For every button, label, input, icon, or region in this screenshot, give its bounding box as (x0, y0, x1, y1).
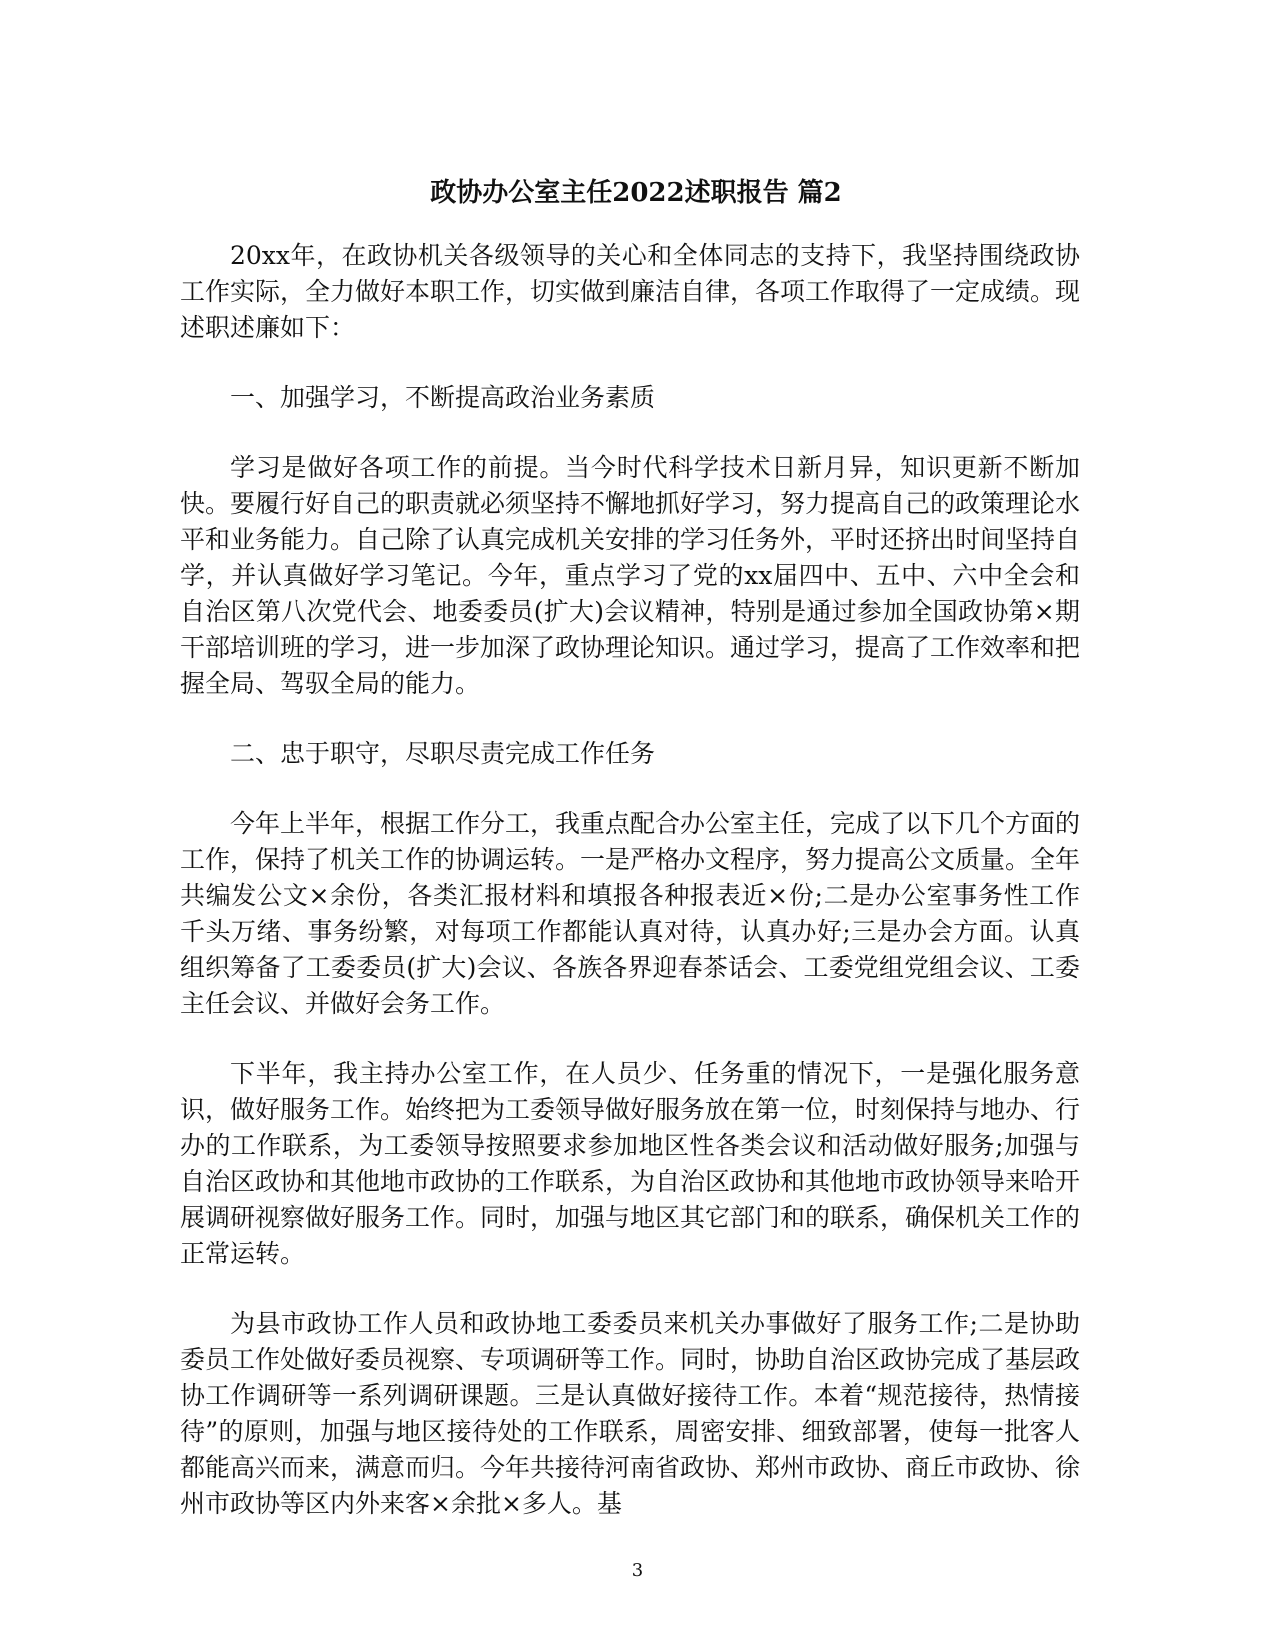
paragraph-study: 学习是做好各项工作的前提。当今时代科学技术日新月异，知识更新不断加快。要履行好自己的职责就必须坚持不懈地抓好学习，努力提高自己的政策理论水平和业务能力。自己除了认真完成机关安排的学习任务外，平时还挤出时间坚持自学，并认真做好学习笔记。今年，重点学习了党的xx届四中、五中、六中全会和自治区第八次党代会、地委委员(扩大)会议精神，特别是通过参加全国政协第×期干部培训班的学习，进一步加深了政协理论知识。通过学习，提高了工作效率和把握全局、驾驭全局的能力。 (180, 453, 1081, 698)
paragraph-service: 为县市政协工作人员和政协地工委委员来机关办事做好了服务工作;二是协助委员工作处做好委员视察、专项调研等工作。同时，协助自治区政协完成了基层政协工作调研等一系列调研课题。三是认真做好接待工作。本着“规范接待，热情接待”的原则，加强与地区接待处的工作联系，周密安排、细致部署，使每一批客人都能高兴而来，满意而归。今年共接待河南省政协、郑州市政协、商丘市政协、徐州市政协等区内外来客×余批×多人。基 (180, 1309, 1081, 1518)
section-heading-1: 一、加强学习，不断提高政治业务素质 (230, 383, 656, 412)
page-number: 3 (631, 1560, 644, 1581)
section-heading-2: 二、忠于职守，尽职尽责完成工作任务 (230, 739, 656, 768)
document-body (180, 238, 1080, 1556)
paragraph-intro: 20xx年，在政协机关各级领导的关心和全体同志的支持下，我坚持围绕政协工作实际，全力做好本职工作，切实做到廉洁自律，各项工作取得了一定成绩。现述职述廉如下： (180, 241, 1081, 342)
paragraph-second-half: 下半年，我主持办公室工作，在人员少、任务重的情况下，一是强化服务意识，做好服务工作。始终把为工委领导做好服务放在第一位，时刻保持与地办、行办的工作联系，为工委领导按照要求参加地区性各类会议和活动做好服务;加强与自治区政协和其他地市政协的工作联系，为自治区政协和其他地市政协领导来哈开展调研视察做好服务工作。同时，加强与地区其它部门和的联系，确保机关工作的正常运转。 (180, 1059, 1081, 1268)
document-title: 政协办公室主任2022述职报告 篇2 (430, 178, 842, 208)
paragraph-first-half: 今年上半年，根据工作分工，我重点配合办公室主任，完成了以下几个方面的工作，保持了机关工作的协调运转。一是严格办文程序，努力提高公文质量。全年共编发公文×余份，各类汇报材料和填报各种报表近×份;二是办公室事务性工作千头万绪、事务纷繁，对每项工作都能认真对待，认真办好;三是办会方面。认真组织筹备了工委委员(扩大)会议、各族各界迎春茶话会、工委党组党组会议、工委主任会议、并做好会务工作。 (180, 809, 1081, 1018)
